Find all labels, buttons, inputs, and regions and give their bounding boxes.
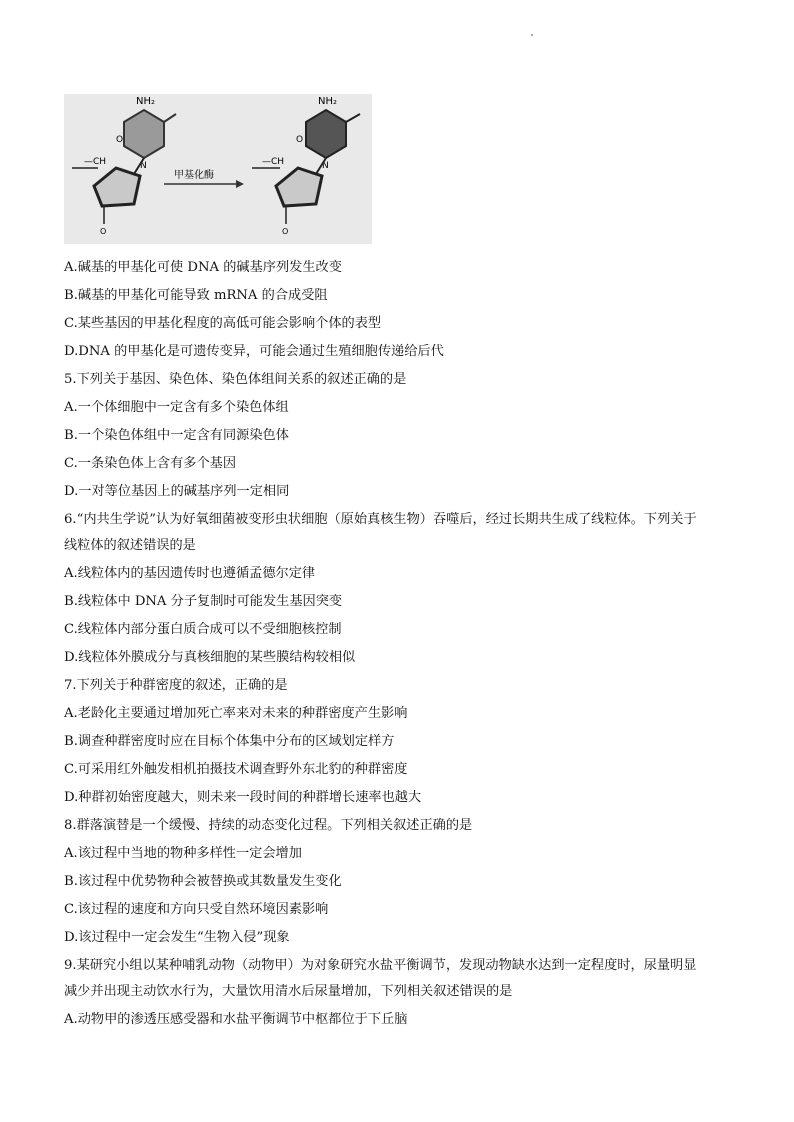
deoxyribose-left (72, 157, 144, 236)
question-7: 7.下列关于种群密度的叙述，正确的是 (64, 678, 288, 693)
n-label-left: N (140, 161, 147, 171)
option-8a: A.该过程中当地的物种多样性一定会增加 (64, 846, 302, 861)
methylated-cytosine (296, 96, 360, 171)
option-4d: D.DNA 的甲基化是可遗传变异，可能会通过生殖细胞传递给后代 (64, 344, 444, 359)
option-5c: C.一条染色体上含有多个基因 (64, 456, 237, 471)
option-5a: A.一个体细胞中一定含有多个染色体组 (64, 400, 289, 415)
option-8d: D.该过程中一定会发生“生物入侵”现象 (64, 930, 290, 945)
ch-label-left: —CH (84, 157, 107, 167)
question-9-line1: 9.某研究小组以某种哺乳动物（动物甲）为对象研究水盐平衡调节，发现动物缺水达到一定程度时，尿量明显 (64, 958, 697, 973)
methylation-arrow (164, 168, 244, 188)
option-6c: C.线粒体内部分蛋白质合成可以不受细胞核控制 (64, 622, 342, 637)
option-7c: C.可采用红外触发相机拍摄技术调查野外东北豹的种群密度 (64, 762, 408, 777)
deoxyribose-right (252, 157, 326, 236)
nh2-label-right: NH₂ (318, 96, 338, 107)
n-label-right: N (322, 161, 329, 171)
question-9-line2: 减少并出现主动饮水行为，大量饮用清水后尿量增加，下列相关叙述错误的是 (64, 984, 513, 999)
question-8: 8.群落演替是一个缓慢、持续的动态变化过程。下列相关叙述正确的是 (64, 818, 473, 833)
option-6a: A.线粒体内的基因遗传时也遵循孟德尔定律 (64, 566, 316, 581)
option-5d: D.一对等位基因上的碱基序列一定相同 (64, 484, 290, 499)
o-bottom-left: O (100, 227, 107, 236)
question-5: 5.下列关于基因、染色体、染色体组间关系的叙述正确的是 (64, 372, 407, 387)
unmethylated-cytosine (116, 96, 176, 171)
option-4a: A.碱基的甲基化可使 DNA 的碱基序列发生改变 (64, 260, 342, 275)
option-7b: B.调查种群密度时应在目标个体集中分布的区域划定样方 (64, 734, 395, 749)
enzyme-label: 甲基化酶 (174, 170, 214, 181)
option-8b: B.该过程中优势物种会被替换或其数量发生变化 (64, 874, 342, 889)
question-6-line2: 线粒体的叙述错误的是 (64, 538, 196, 553)
methylation-diagram (64, 94, 372, 244)
option-7a: A.老龄化主要通过增加死亡率来对未来的种群密度产生影响 (64, 706, 408, 721)
option-4b: B.碱基的甲基化可能导致 mRNA 的合成受阻 (64, 288, 328, 303)
scan-speck (531, 34, 533, 36)
o-bottom-right: O (282, 227, 289, 236)
option-8c: C.该过程的速度和方向只受自然环境因素影响 (64, 902, 329, 917)
o-label-left: O (116, 135, 124, 145)
ch-label-right: —CH (262, 157, 285, 167)
option-9a: A.动物甲的渗透压感受器和水盐平衡调节中枢都位于下丘脑 (64, 1012, 408, 1027)
o-label-right: O (296, 135, 304, 145)
option-5b: B.一个染色体组中一定含有同源染色体 (64, 428, 289, 443)
question-6-line1: 6.“内共生学说”认为好氧细菌被变形虫状细胞（原始真核生物）吞噬后，经过长期共生成了线粒体。下列关于 (64, 512, 697, 527)
option-7d: D.种群初始密度越大，则未来一段时间的种群增长速率也越大 (64, 790, 422, 805)
option-6d: D.线粒体外膜成分与真核细胞的某些膜结构较相似 (64, 650, 356, 665)
option-6b: B.线粒体中 DNA 分子复制时可能发生基因突变 (64, 594, 343, 609)
nh2-label-left: NH₂ (136, 96, 156, 107)
option-4c: C.某些基因的甲基化程度的高低可能会影响个体的表型 (64, 316, 382, 331)
